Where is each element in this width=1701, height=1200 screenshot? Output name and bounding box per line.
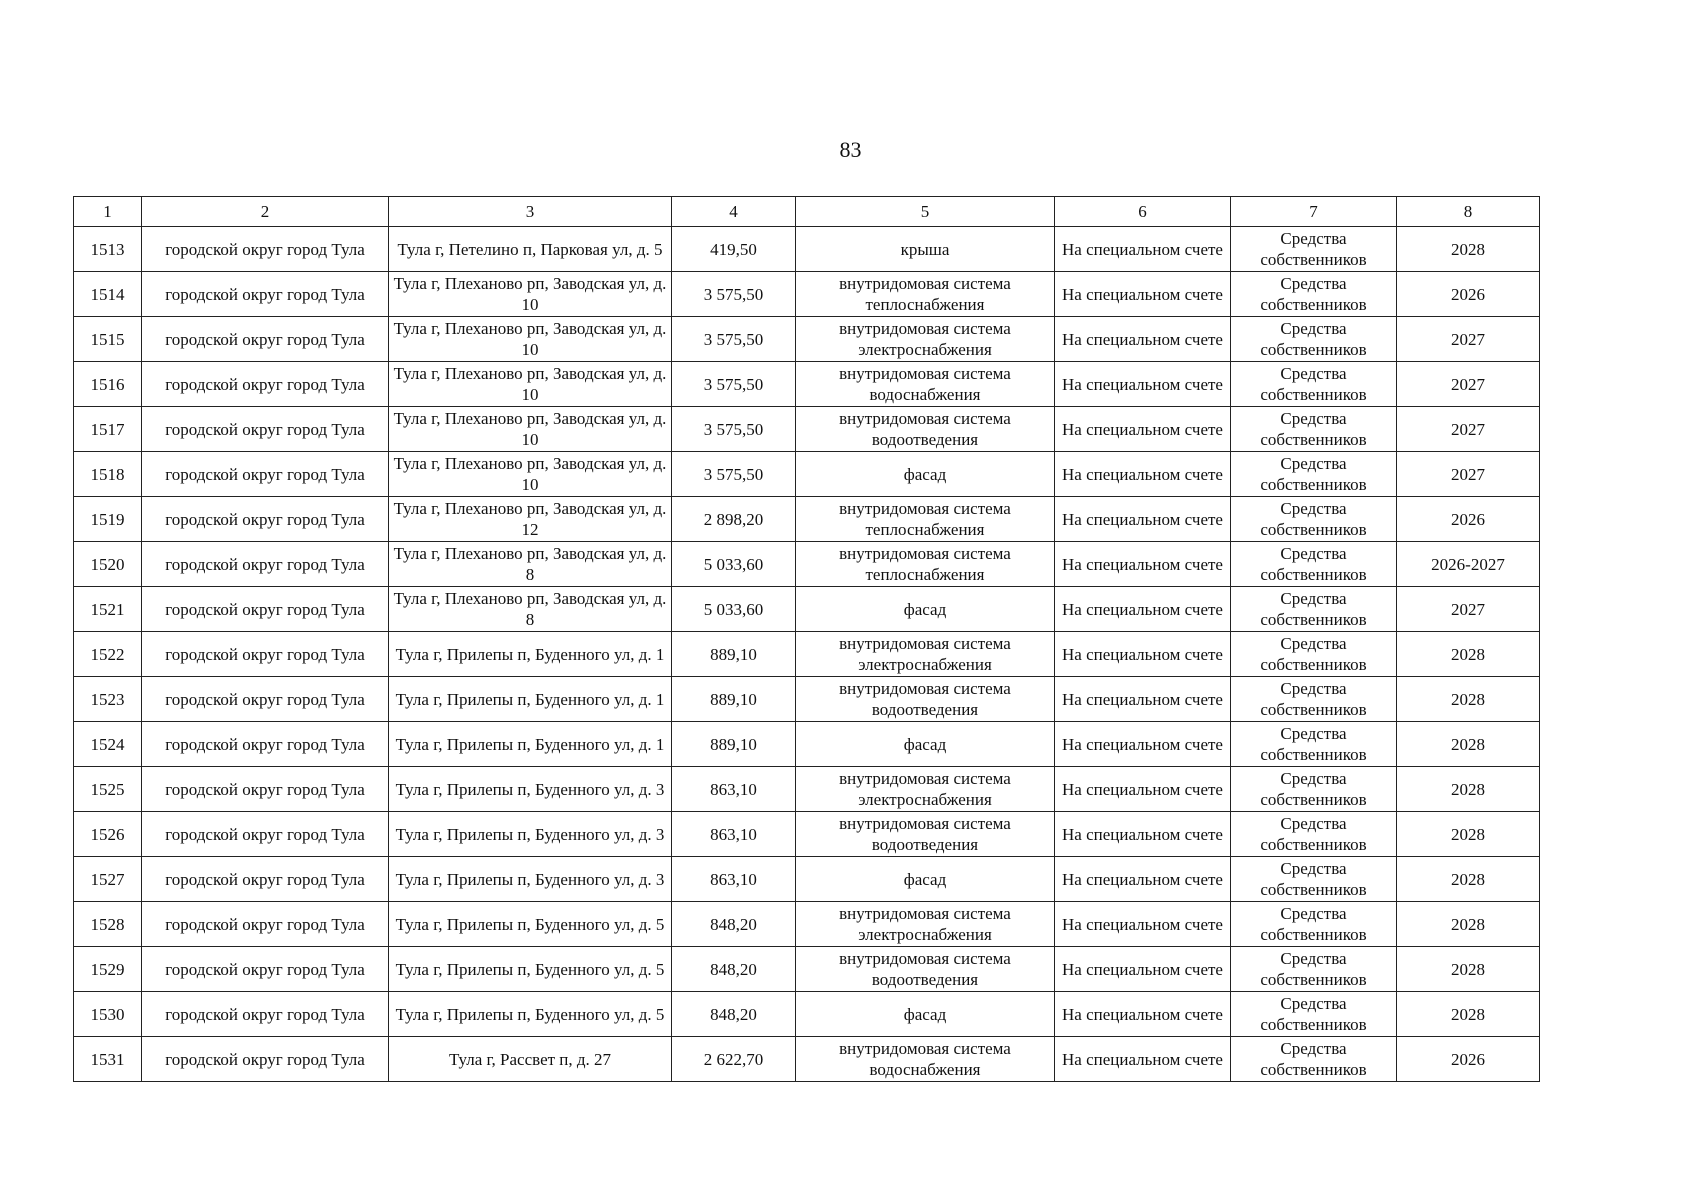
row-number: 1529 — [74, 947, 142, 992]
fund-method-cell: На специальном счете — [1055, 947, 1231, 992]
table-row — [74, 587, 1540, 632]
row-number: 1520 — [74, 542, 142, 587]
fund-method-cell: На специальном счете — [1055, 407, 1231, 452]
row-number: 1522 — [74, 632, 142, 677]
address-cell: Тула г, Прилепы п, Буденного ул, д. 5 — [389, 902, 672, 947]
table-row — [74, 812, 1540, 857]
area-cell: 863,10 — [672, 857, 796, 902]
work-type-cell: фасад — [796, 587, 1055, 632]
area-cell: 3 575,50 — [672, 272, 796, 317]
address-cell: Тула г, Плеханово рп, Заводская ул, д. 8 — [389, 542, 672, 587]
table-row — [74, 317, 1540, 362]
fund-method-cell: На специальном счете — [1055, 497, 1231, 542]
row-number: 1525 — [74, 767, 142, 812]
funding-source-cell: Средства собственников — [1231, 812, 1397, 857]
fund-method-cell: На специальном счете — [1055, 902, 1231, 947]
address-cell: Тула г, Плеханово рп, Заводская ул, д. 10 — [389, 407, 672, 452]
address-cell: Тула г, Плеханово рп, Заводская ул, д. 10 — [389, 362, 672, 407]
table-row — [74, 902, 1540, 947]
municipality-cell: городской округ город Тула — [142, 407, 389, 452]
address-cell: Тула г, Прилепы п, Буденного ул, д. 3 — [389, 767, 672, 812]
municipality-cell: городской округ город Тула — [142, 587, 389, 632]
area-cell: 3 575,50 — [672, 362, 796, 407]
fund-method-cell: На специальном счете — [1055, 227, 1231, 272]
table-row — [74, 767, 1540, 812]
year-cell: 2027 — [1397, 587, 1540, 632]
area-cell: 5 033,60 — [672, 542, 796, 587]
year-cell: 2027 — [1397, 317, 1540, 362]
area-cell: 863,10 — [672, 812, 796, 857]
municipality-cell: городской округ город Тула — [142, 452, 389, 497]
table-row — [74, 857, 1540, 902]
address-cell: Тула г, Прилепы п, Буденного ул, д. 1 — [389, 632, 672, 677]
work-type-cell: внутридомовая система водоотведения — [796, 812, 1055, 857]
year-cell: 2028 — [1397, 812, 1540, 857]
year-cell: 2028 — [1397, 902, 1540, 947]
municipality-cell: городской округ город Тула — [142, 767, 389, 812]
work-type-cell: внутридомовая система теплоснабжения — [796, 497, 1055, 542]
registry-rows — [74, 227, 1540, 1082]
work-type-cell: внутридомовая система электроснабжения — [796, 902, 1055, 947]
year-cell: 2026 — [1397, 497, 1540, 542]
work-type-cell: фасад — [796, 722, 1055, 767]
address-cell: Тула г, Плеханово рп, Заводская ул, д. 8 — [389, 587, 672, 632]
municipality-cell: городской округ город Тула — [142, 497, 389, 542]
area-cell: 419,50 — [672, 227, 796, 272]
row-number: 1526 — [74, 812, 142, 857]
table-row — [74, 722, 1540, 767]
work-type-cell: внутридомовая система водоснабжения — [796, 1037, 1055, 1082]
funding-source-cell: Средства собственников — [1231, 362, 1397, 407]
municipality-cell: городской округ город Тула — [142, 1037, 389, 1082]
column-number-8: 8 — [1397, 197, 1540, 227]
table-row — [74, 497, 1540, 542]
table-row — [74, 947, 1540, 992]
address-cell: Тула г, Плеханово рп, Заводская ул, д. 10 — [389, 317, 672, 362]
column-number-2: 2 — [142, 197, 389, 227]
area-cell: 5 033,60 — [672, 587, 796, 632]
funding-source-cell: Средства собственников — [1231, 317, 1397, 362]
funding-source-cell: Средства собственников — [1231, 722, 1397, 767]
work-type-cell: внутридомовая система водоотведения — [796, 677, 1055, 722]
table-row — [74, 227, 1540, 272]
fund-method-cell: На специальном счете — [1055, 587, 1231, 632]
row-number: 1513 — [74, 227, 142, 272]
municipality-cell: городской округ город Тула — [142, 632, 389, 677]
table-row — [74, 362, 1540, 407]
funding-source-cell: Средства собственников — [1231, 227, 1397, 272]
work-type-cell: внутридомовая система электроснабжения — [796, 632, 1055, 677]
municipality-cell: городской округ город Тула — [142, 227, 389, 272]
table-row — [74, 407, 1540, 452]
area-cell: 848,20 — [672, 947, 796, 992]
funding-source-cell: Средства собственников — [1231, 632, 1397, 677]
funding-source-cell: Средства собственников — [1231, 407, 1397, 452]
address-cell: Тула г, Прилепы п, Буденного ул, д. 3 — [389, 812, 672, 857]
year-cell: 2028 — [1397, 632, 1540, 677]
municipality-cell: городской округ город Тула — [142, 362, 389, 407]
municipality-cell: городской округ город Тула — [142, 902, 389, 947]
address-cell: Тула г, Прилепы п, Буденного ул, д. 1 — [389, 722, 672, 767]
municipality-cell: городской округ город Тула — [142, 542, 389, 587]
year-cell: 2027 — [1397, 362, 1540, 407]
work-type-cell: внутридомовая система электроснабжения — [796, 317, 1055, 362]
fund-method-cell: На специальном счете — [1055, 452, 1231, 497]
page-number: 83 — [839, 137, 862, 162]
fund-method-cell: На специальном счете — [1055, 767, 1231, 812]
area-cell: 889,10 — [672, 722, 796, 767]
table-row — [74, 1037, 1540, 1082]
funding-source-cell: Средства собственников — [1231, 452, 1397, 497]
year-cell: 2027 — [1397, 407, 1540, 452]
area-cell: 863,10 — [672, 767, 796, 812]
work-type-cell: внутридомовая система водоотведения — [796, 947, 1055, 992]
municipality-cell: городской округ город Тула — [142, 812, 389, 857]
table-row — [74, 677, 1540, 722]
municipality-cell: городской округ город Тула — [142, 272, 389, 317]
address-cell: Тула г, Прилепы п, Буденного ул, д. 3 — [389, 857, 672, 902]
area-cell: 848,20 — [672, 992, 796, 1037]
area-cell: 3 575,50 — [672, 317, 796, 362]
year-cell: 2028 — [1397, 227, 1540, 272]
municipality-cell: городской округ город Тула — [142, 992, 389, 1037]
row-number: 1530 — [74, 992, 142, 1037]
address-cell: Тула г, Плеханово рп, Заводская ул, д. 10 — [389, 272, 672, 317]
table-row — [74, 542, 1540, 587]
row-number: 1523 — [74, 677, 142, 722]
municipality-cell: городской округ город Тула — [142, 947, 389, 992]
address-cell: Тула г, Прилепы п, Буденного ул, д. 5 — [389, 992, 672, 1037]
work-type-cell: внутридомовая система теплоснабжения — [796, 272, 1055, 317]
work-type-cell: фасад — [796, 452, 1055, 497]
funding-source-cell: Средства собственников — [1231, 542, 1397, 587]
funding-source-cell: Средства собственников — [1231, 992, 1397, 1037]
work-type-cell: внутридомовая система водоотведения — [796, 407, 1055, 452]
area-cell: 3 575,50 — [672, 452, 796, 497]
year-cell: 2027 — [1397, 452, 1540, 497]
funding-source-cell: Средства собственников — [1231, 902, 1397, 947]
work-type-cell: внутридомовая система теплоснабжения — [796, 542, 1055, 587]
row-number: 1516 — [74, 362, 142, 407]
funding-source-cell: Средства собственников — [1231, 857, 1397, 902]
funding-source-cell: Средства собственников — [1231, 1037, 1397, 1082]
funding-source-cell: Средства собственников — [1231, 767, 1397, 812]
column-number-6: 6 — [1055, 197, 1231, 227]
fund-method-cell: На специальном счете — [1055, 677, 1231, 722]
row-number: 1515 — [74, 317, 142, 362]
funding-source-cell: Средства собственников — [1231, 677, 1397, 722]
fund-method-cell: На специальном счете — [1055, 722, 1231, 767]
funding-source-cell: Средства собственников — [1231, 587, 1397, 632]
year-cell: 2026-2027 — [1397, 542, 1540, 587]
municipality-cell: городской округ город Тула — [142, 317, 389, 362]
year-cell: 2028 — [1397, 857, 1540, 902]
work-type-cell: внутридомовая система водоснабжения — [796, 362, 1055, 407]
area-cell: 848,20 — [672, 902, 796, 947]
row-number: 1514 — [74, 272, 142, 317]
area-cell: 2 622,70 — [672, 1037, 796, 1082]
year-cell: 2028 — [1397, 947, 1540, 992]
fund-method-cell: На специальном счете — [1055, 857, 1231, 902]
area-cell: 889,10 — [672, 677, 796, 722]
work-type-cell: фасад — [796, 992, 1055, 1037]
table-row — [74, 992, 1540, 1037]
year-cell: 2026 — [1397, 272, 1540, 317]
work-type-cell: фасад — [796, 857, 1055, 902]
fund-method-cell: На специальном счете — [1055, 272, 1231, 317]
column-number-5: 5 — [796, 197, 1055, 227]
row-number: 1521 — [74, 587, 142, 632]
address-cell: Тула г, Прилепы п, Буденного ул, д. 5 — [389, 947, 672, 992]
registry-table — [73, 196, 1540, 1082]
year-cell: 2028 — [1397, 767, 1540, 812]
row-number: 1531 — [74, 1037, 142, 1082]
funding-source-cell: Средства собственников — [1231, 272, 1397, 317]
fund-method-cell: На специальном счете — [1055, 317, 1231, 362]
municipality-cell: городской округ город Тула — [142, 857, 389, 902]
column-number-1: 1 — [74, 197, 142, 227]
area-cell: 889,10 — [672, 632, 796, 677]
row-number: 1518 — [74, 452, 142, 497]
municipality-cell: городской округ город Тула — [142, 722, 389, 767]
column-number-4: 4 — [672, 197, 796, 227]
row-number: 1524 — [74, 722, 142, 767]
address-cell: Тула г, Петелино п, Парковая ул, д. 5 — [389, 227, 672, 272]
row-number: 1519 — [74, 497, 142, 542]
fund-method-cell: На специальном счете — [1055, 542, 1231, 587]
work-type-cell: внутридомовая система электроснабжения — [796, 767, 1055, 812]
year-cell: 2028 — [1397, 677, 1540, 722]
funding-source-cell: Средства собственников — [1231, 947, 1397, 992]
year-cell: 2028 — [1397, 722, 1540, 767]
column-number-row — [74, 197, 1540, 227]
fund-method-cell: На специальном счете — [1055, 812, 1231, 857]
table-row — [74, 272, 1540, 317]
address-cell: Тула г, Прилепы п, Буденного ул, д. 1 — [389, 677, 672, 722]
table-row — [74, 632, 1540, 677]
address-cell: Тула г, Плеханово рп, Заводская ул, д. 10 — [389, 452, 672, 497]
row-number: 1527 — [74, 857, 142, 902]
address-cell: Тула г, Рассвет п, д. 27 — [389, 1037, 672, 1082]
fund-method-cell: На специальном счете — [1055, 1037, 1231, 1082]
fund-method-cell: На специальном счете — [1055, 362, 1231, 407]
row-number: 1517 — [74, 407, 142, 452]
fund-method-cell: На специальном счете — [1055, 632, 1231, 677]
year-cell: 2028 — [1397, 992, 1540, 1037]
row-number: 1528 — [74, 902, 142, 947]
table-row — [74, 452, 1540, 497]
work-type-cell: крыша — [796, 227, 1055, 272]
address-cell: Тула г, Плеханово рп, Заводская ул, д. 12 — [389, 497, 672, 542]
year-cell: 2026 — [1397, 1037, 1540, 1082]
area-cell: 2 898,20 — [672, 497, 796, 542]
funding-source-cell: Средства собственников — [1231, 497, 1397, 542]
municipality-cell: городской округ город Тула — [142, 677, 389, 722]
area-cell: 3 575,50 — [672, 407, 796, 452]
column-number-7: 7 — [1231, 197, 1397, 227]
column-number-3: 3 — [389, 197, 672, 227]
fund-method-cell: На специальном счете — [1055, 992, 1231, 1037]
